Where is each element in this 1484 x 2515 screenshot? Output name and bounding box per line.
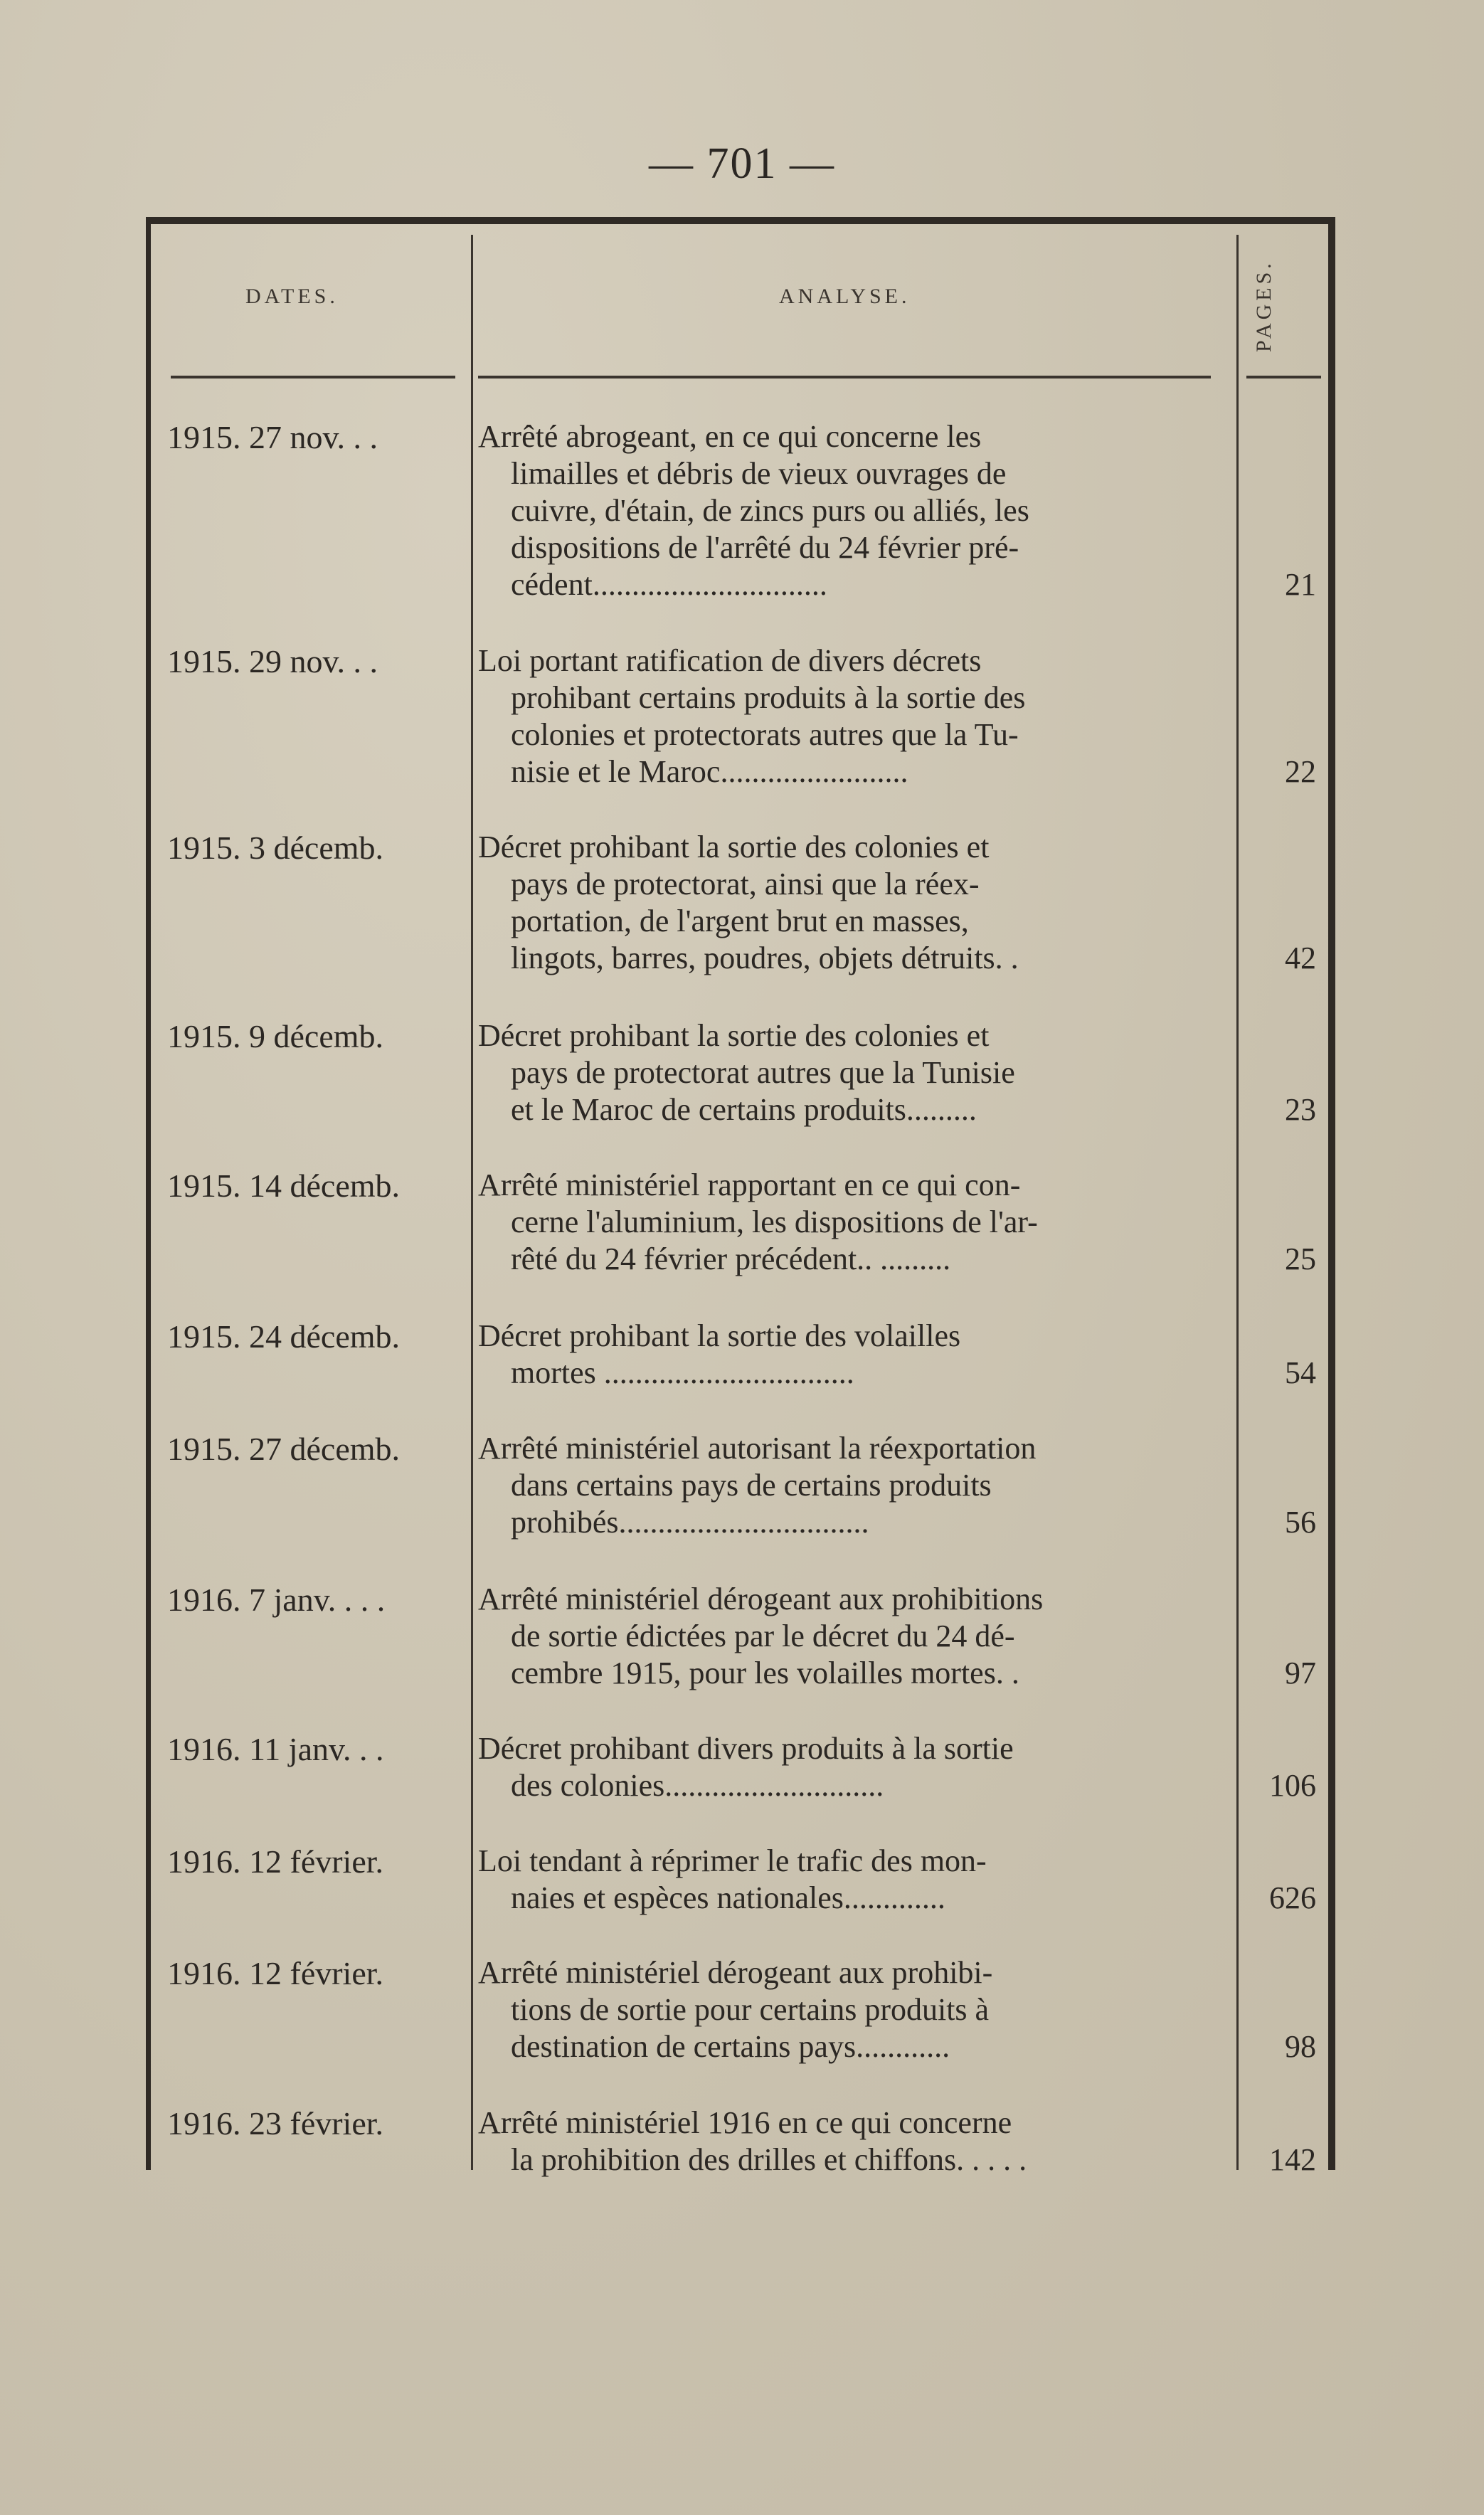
row-analysis <box>478 1954 1224 2065</box>
row-date: 1916. 11 janv. . . <box>167 1731 384 1767</box>
analysis-line: Décret prohibant divers produits à la sortie <box>478 1731 1014 1766</box>
row-date: 1916. 12 février. <box>167 1955 384 1991</box>
header-analyse: ANALYSE. <box>779 285 911 308</box>
row-page-number: 21 <box>1285 567 1316 602</box>
row-page-number: 106 <box>1269 1768 1316 1803</box>
row-page-number: 97 <box>1285 1656 1316 1690</box>
row-page-number: 54 <box>1285 1355 1316 1390</box>
column-divider-dates <box>471 235 473 2170</box>
row-page-number: 22 <box>1285 754 1316 789</box>
row-page-number: 98 <box>1285 2029 1316 2064</box>
row-date: 1915. 27 décemb. <box>167 1431 401 1467</box>
header-pages: PAGES. <box>1252 260 1276 352</box>
analysis-line: des colonies............................ <box>511 1768 884 1803</box>
row-date: 1915. 3 décemb. <box>167 830 384 866</box>
row-date: 1915. 29 nov. . . <box>167 643 378 679</box>
header-rule-pages <box>1246 376 1321 378</box>
row-date: 1916. 12 février. <box>167 1843 384 1880</box>
analysis-line: tions de sortie pour certains produits à <box>511 1992 990 2027</box>
analysis-line: prohibés................................ <box>511 1505 869 1540</box>
row-analysis <box>478 1730 1224 1804</box>
row-analysis <box>478 2104 1224 2178</box>
header-rule-analyse <box>478 376 1211 378</box>
column-divider-pages <box>1236 235 1239 2170</box>
row-analysis <box>478 1017 1224 1128</box>
row-page-number: 142 <box>1269 2142 1316 2177</box>
analysis-line: mortes ................................ <box>511 1355 854 1390</box>
row-analysis <box>478 642 1224 790</box>
analysis-line: Arrêté ministériel autorisant la réexportation <box>478 1431 1037 1466</box>
analysis-line: colonies et protectorats autres que la Tu- <box>511 717 1019 752</box>
row-page-number: 626 <box>1269 1880 1316 1915</box>
analysis-line: Arrêté ministériel 1916 en ce qui concerne <box>478 2105 1012 2140</box>
analysis-line: destination de certains pays............ <box>511 2029 950 2064</box>
analysis-line: portation, de l'argent brut en masses, <box>511 904 969 938</box>
analysis-line: nisie et le Maroc........................ <box>511 754 908 789</box>
row-analysis <box>478 1843 1224 1917</box>
row-page-number: 23 <box>1285 1092 1316 1127</box>
analysis-line: la prohibition des drilles et chiffons. . . . . <box>511 2142 1027 2177</box>
row-analysis <box>478 418 1224 603</box>
page-number: — 701 — <box>649 139 835 188</box>
analysis-line: Arrêté ministériel rapportant en ce qui con- <box>478 1168 1021 1202</box>
analysis-line: cédent.............................. <box>511 567 827 602</box>
row-analysis <box>478 1430 1224 1541</box>
analysis-line: rêté du 24 février précédent.. ......... <box>511 1241 951 1276</box>
row-analysis <box>478 829 1224 977</box>
analysis-line: pays de protectorat autres que la Tunisie <box>511 1055 1015 1090</box>
row-analysis <box>478 1167 1224 1278</box>
row-date: 1915. 27 nov. . . <box>167 419 378 455</box>
analysis-line: Arrêté abrogeant, en ce qui concerne les <box>478 419 982 454</box>
row-page-number: 56 <box>1285 1505 1316 1540</box>
analysis-line: Arrêté ministériel dérogeant aux prohibi- <box>478 1955 993 1990</box>
analysis-line: limailles et débris de vieux ouvrages de <box>511 456 1007 491</box>
analysis-line: pays de protectorat, ainsi que la réex- <box>511 867 980 901</box>
analysis-line: cuivre, d'étain, de zincs purs ou alliés, les <box>511 493 1029 528</box>
analysis-line: de sortie édictées par le décret du 24 dé- <box>511 1619 1015 1653</box>
analysis-line: Décret prohibant la sortie des colonies et <box>478 1018 990 1053</box>
analysis-line: dans certains pays de certains produits <box>511 1468 992 1503</box>
row-date: 1915. 9 décemb. <box>167 1018 384 1054</box>
row-date: 1915. 24 décemb. <box>167 1318 401 1355</box>
row-analysis <box>478 1581 1224 1692</box>
analysis-line: et le Maroc de certains produits......... <box>511 1092 977 1127</box>
analysis-line: Arrêté ministériel dérogeant aux prohibitions <box>478 1582 1044 1616</box>
row-date: 1916. 7 janv. . . . <box>167 1582 386 1618</box>
analysis-line: Loi portant ratification de divers décrets <box>478 643 982 678</box>
row-page-number: 42 <box>1285 941 1316 975</box>
analysis-line: Loi tendant à réprimer le trafic des mon- <box>478 1843 987 1878</box>
analysis-line: prohibant certains produits à la sortie des <box>511 680 1026 715</box>
row-date: 1916. 23 février. <box>167 2105 384 2141</box>
analysis-line: cembre 1915, pour les volailles mortes. . <box>511 1656 1019 1690</box>
analysis-line: Décret prohibant la sortie des colonies et <box>478 830 990 864</box>
row-analysis <box>478 1318 1224 1392</box>
analysis-line: naies et espèces nationales............. <box>511 1880 945 1915</box>
analysis-line: dispositions de l'arrêté du 24 février pré- <box>511 530 1019 565</box>
header-rule-dates <box>171 376 455 378</box>
analysis-line: Décret prohibant la sortie des volailles <box>478 1318 961 1353</box>
row-page-number: 25 <box>1285 1241 1316 1276</box>
analysis-line: lingots, barres, poudres, objets détruits. . <box>511 941 1019 975</box>
analysis-line: cerne l'aluminium, les dispositions de l'ar- <box>511 1204 1038 1239</box>
header-dates: DATES. <box>245 285 339 308</box>
row-date: 1915. 14 décemb. <box>167 1168 401 1204</box>
